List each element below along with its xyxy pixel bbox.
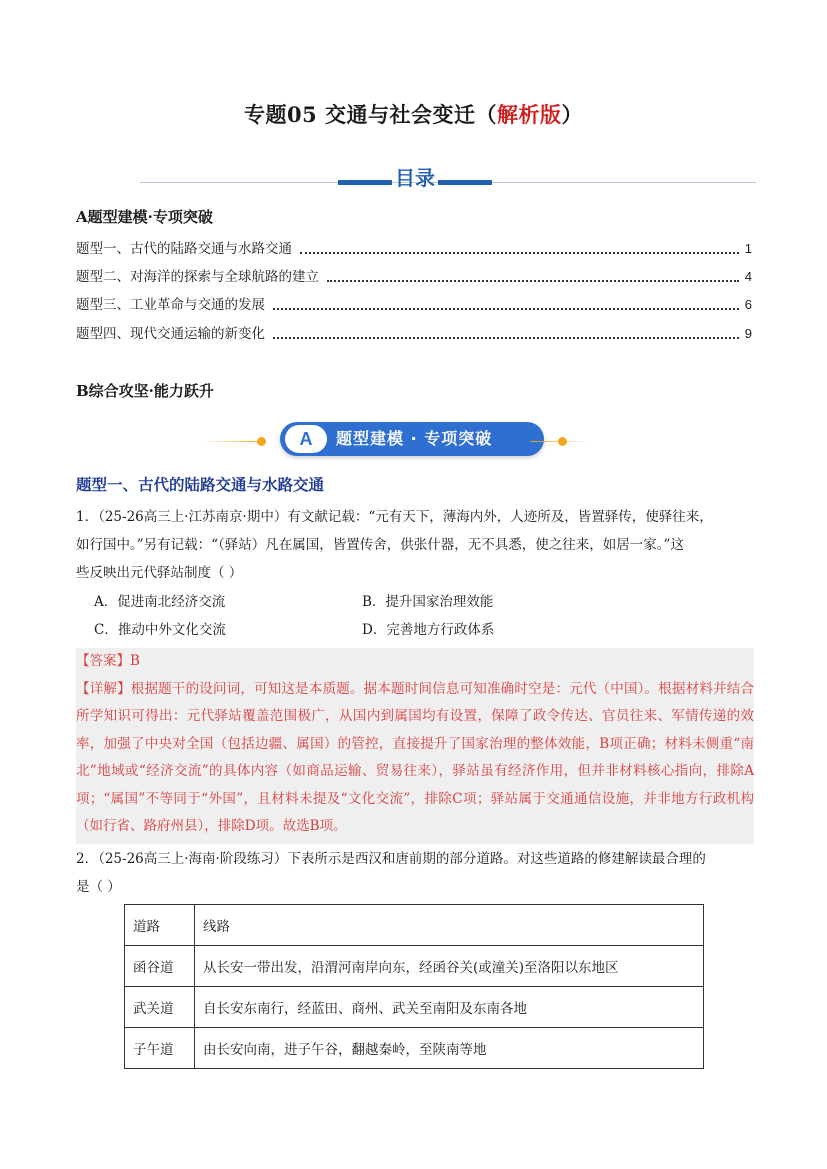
toc-banner xyxy=(140,163,756,193)
q2-line: 是（ ） xyxy=(76,879,121,895)
toc-section-b: B综合攻坚·能力跃升 xyxy=(76,382,214,400)
table-cell-route: 从长安一带出发，沿渭河南岸向东，经函谷关(或潼关)至洛阳以东地区 xyxy=(195,946,704,987)
table-row xyxy=(125,987,704,1028)
q1-option-c[interactable]: C．推动中外文化交流 xyxy=(94,622,226,638)
table-cell-route: 由长安向南，进子午谷，翻越秦岭，至陕南等地 xyxy=(195,1028,704,1069)
table-cell-route: 自长安东南行，经蓝田、商州、武关至南阳及东南各地 xyxy=(195,987,704,1028)
q2-line: 2．（25-26高三上·海南·阶段练习）下表所示是西汉和唐前期的部分道路。对这些道路的修建解读最合理的 xyxy=(76,851,706,867)
toc-leader-dots xyxy=(273,337,739,339)
banner-letter: A xyxy=(285,425,327,453)
q1-option-a[interactable]: A．促进南北经济交流 xyxy=(94,594,226,610)
banner-dot-right xyxy=(558,437,567,446)
toc-item-text: 题型一、古代的陆路交通与水路交通 xyxy=(76,241,292,257)
toc-section-a: A题型建模·专项突破 xyxy=(76,208,213,226)
table-row xyxy=(125,1028,704,1069)
toc-leader-dots xyxy=(273,308,739,310)
roads-table xyxy=(124,904,704,1069)
type-heading: 题型一、古代的陆路交通与水路交通 xyxy=(76,475,325,494)
banner-pill xyxy=(280,422,544,456)
section-banner xyxy=(200,420,590,460)
banner-dot-left xyxy=(257,437,266,446)
q1-line: 1．（25-26高三上·江苏南京·期中）有文献记载：“元有天下，薄海内外，人迹所及，皆置驿传，使驿往来， xyxy=(76,509,713,525)
table-header-row xyxy=(125,905,704,946)
table-header-cell: 道路 xyxy=(125,905,195,946)
toc-item[interactable] xyxy=(76,238,752,260)
banner-text: 题型建模 · 专项突破 xyxy=(336,429,493,448)
toc-item[interactable] xyxy=(76,323,752,345)
banner-line-left xyxy=(200,441,260,442)
q1-option-b[interactable]: B．提升国家治理效能 xyxy=(362,594,494,610)
toc-item-page: 9 xyxy=(744,326,752,341)
q1-option-d[interactable]: D．完善地方行政体系 xyxy=(362,622,495,638)
toc-leader-dots xyxy=(327,280,739,282)
answer-box xyxy=(76,648,754,844)
title-main: 专题05 交通与社会变迁（ xyxy=(243,102,498,127)
toc-item-page: 4 xyxy=(744,269,752,284)
toc-item[interactable] xyxy=(76,294,752,316)
toc-item-page: 1 xyxy=(744,241,752,256)
q2-stem xyxy=(76,845,752,901)
table-cell-road: 武关道 xyxy=(125,987,195,1028)
toc-item[interactable] xyxy=(76,266,752,288)
table-header-cell: 线路 xyxy=(195,905,704,946)
table-cell-road: 子午道 xyxy=(125,1028,195,1069)
title-close: ） xyxy=(561,102,584,127)
page-title xyxy=(0,98,827,132)
table-row xyxy=(125,946,704,987)
toc-label: 目录 xyxy=(395,166,435,190)
toc-leader-dots xyxy=(300,252,739,254)
q1-answer: 【答案】B xyxy=(76,653,140,669)
toc-item-text: 题型三、工业革命与交通的发展 xyxy=(76,297,265,313)
q1-line: 如行国中。”另有记载：“（驿站）凡在属国，皆置传舍，供张什器，无不具悉，使之往来，如居一家。”这 xyxy=(76,537,684,553)
q1-stem xyxy=(76,503,752,587)
q1-detail: 【详解】根据题干的设问词，可知这是本质题。据本题时间信息可知准确时空是：元代（中国）。根据材料并结合所学知识可得出：元代驿站覆盖范围极广，从国内到属国均有设置，保障了政令传达、官员往来、军情传递的效率，加强了中央对全国（包括边疆、属国）的管控，直接提升了国家治理的整体效能，B项正确；材料未侧重“南北”地域或“经济交流”的具体内容（如商品运输、贸易往来），驿站虽有经济作用，但并非材料核心指向，排除A项；“属国”不等同于“外国”，且材料未提及“文化交流”，排除C项；驿站属于交通通信设施，并非地方行政机构（如行省、路府州县），排除D项。故选B项。 xyxy=(76,680,754,834)
toc-item-page: 6 xyxy=(744,297,752,312)
toc-item-text: 题型二、对海洋的探索与全球航路的建立 xyxy=(76,269,319,285)
title-highlight: 解析版 xyxy=(497,102,562,127)
q1-line: 些反映出元代驿站制度（ ） xyxy=(76,565,243,581)
table-cell-road: 函谷道 xyxy=(125,946,195,987)
toc-item-text: 题型四、现代交通运输的新变化 xyxy=(76,326,265,342)
